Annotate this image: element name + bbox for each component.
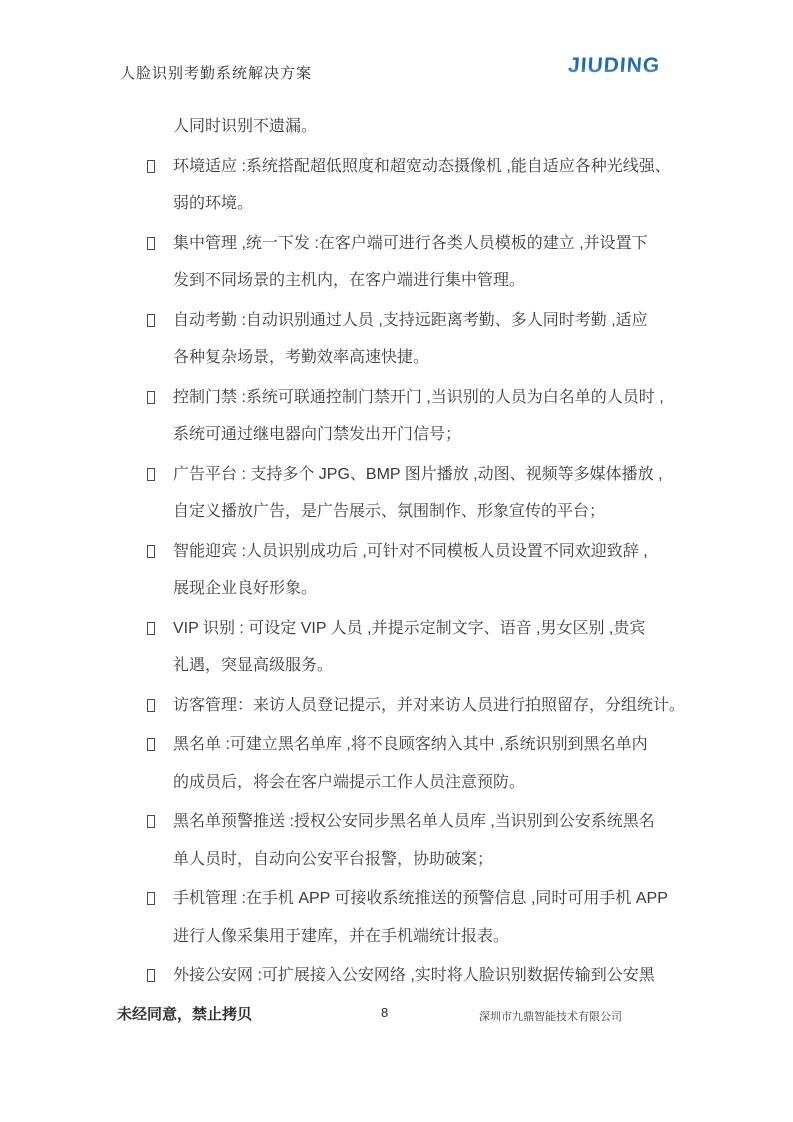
bullet-item [120,302,686,377]
footer-company-name: 深圳市九鼎智能技术有限公司 [479,1011,622,1023]
bullet-item [120,726,686,801]
bullet-square-icon [147,314,155,327]
text-line: 黑名单预警推送 :授权公安同步黑名单人员库 ,当识别到公安系统黑名 [173,813,655,830]
text-line: 访客管理：来访人员登记提示，并对来访人员进行拍照留存，分组统计。 [173,696,686,714]
header-title: 人脸识别考勤系统解决方案 [120,65,313,82]
text-line: 礼遇，突显高级服务。 [173,657,334,674]
bullet-item [120,687,686,725]
text-line: 控制门禁 :系统可联通控制门禁开门 ,当识别的人员为白名单的人员时 , [173,388,664,406]
text-line: 广告平台 : 支持多个 JPG、BMP 图片播放 ,动图、视频等多媒体播放 , [173,465,663,483]
footer-copy-notice: 未经同意，禁止拷贝 [117,1006,253,1023]
bullet-item [120,379,686,454]
text-line: 发到不同场景的主机内，在客户端进行集中管理。 [173,272,526,289]
jiuding-logo: JIUDING [567,54,662,77]
bullet-square-icon [147,969,155,982]
bullet-item [120,880,686,955]
bullet-square-icon [147,892,155,905]
text-line: 外接公安网 :可扩展接入公安网络 ,实时将人脸识别数据传输到公安黑 [173,967,655,984]
text-line: VIP 识别 : 可设定 VIP 人员 ,并提示定制文字、语音 ,男女区别 ,贵宾 [173,619,646,637]
bullet-square-icon [147,815,155,828]
text-line: 进行人像采集用于建库，并在手机端统计报表。 [173,927,510,945]
text-line: 展现企业良好形象。 [173,580,318,597]
text-line: 自动考勤 :自动识别通过人员 ,支持远距离考勤、多人同时考勤 ,适应 [173,311,648,329]
text-line: 智能迎宾 :人员识别成功后 ,可针对不同模板人员设置不同欢迎致辞 , [173,542,648,560]
bullet-square-icon [147,237,155,250]
text-line: 各种复杂场景，考勤效率高速快捷。 [173,349,430,366]
bullet-square-icon [147,468,155,481]
bullet-square-icon [147,699,155,712]
bullet-square-icon [147,160,155,173]
bullet-square-icon [147,545,155,558]
footer-page-number: 8 [381,1005,389,1020]
text-line: 弱的环境。 [173,195,254,212]
text-line: 手机管理 :在手机 APP 可接收系统推送的预警信息 ,同时可用手机 APP [173,890,668,907]
bullet-square-icon [147,622,155,635]
text-line: 自定义播放广告，是广告展示、氛围制作、形象宣传的平台； [173,503,606,520]
text-line: 单人员时，自动向公安平台报警，协助破案； [173,850,494,868]
paragraph [120,108,686,146]
bullet-square-icon [147,738,155,751]
bullet-item [120,148,686,223]
bullet-item [120,456,686,531]
bullet-item [120,803,686,878]
bullet-square-icon [147,391,155,404]
bullet-item [120,225,686,300]
bullet-item [120,957,686,995]
text-line: 环境适应 :系统搭配超低照度和超宽动态摄像机 ,能自适应各种光线强、 [173,157,671,175]
document-body [120,108,686,997]
text-line: 黑名单 :可建立黑名单库 ,将不良顾客纳入其中 ,系统识别到黑名单内 [173,736,648,753]
bullet-item [120,533,686,608]
text-line: 集中管理 ,统一下发 :在客户端可进行各类人员模板的建立 ,并设置下 [173,234,648,252]
text-line: 的成员后，将会在客户端提示工作人员注意预防。 [173,773,526,791]
text-line: 人同时识别不遗漏。 [173,118,318,135]
bullet-item [120,610,686,685]
text-line: 系统可通过继电器向门禁发出开门信号； [173,426,462,443]
